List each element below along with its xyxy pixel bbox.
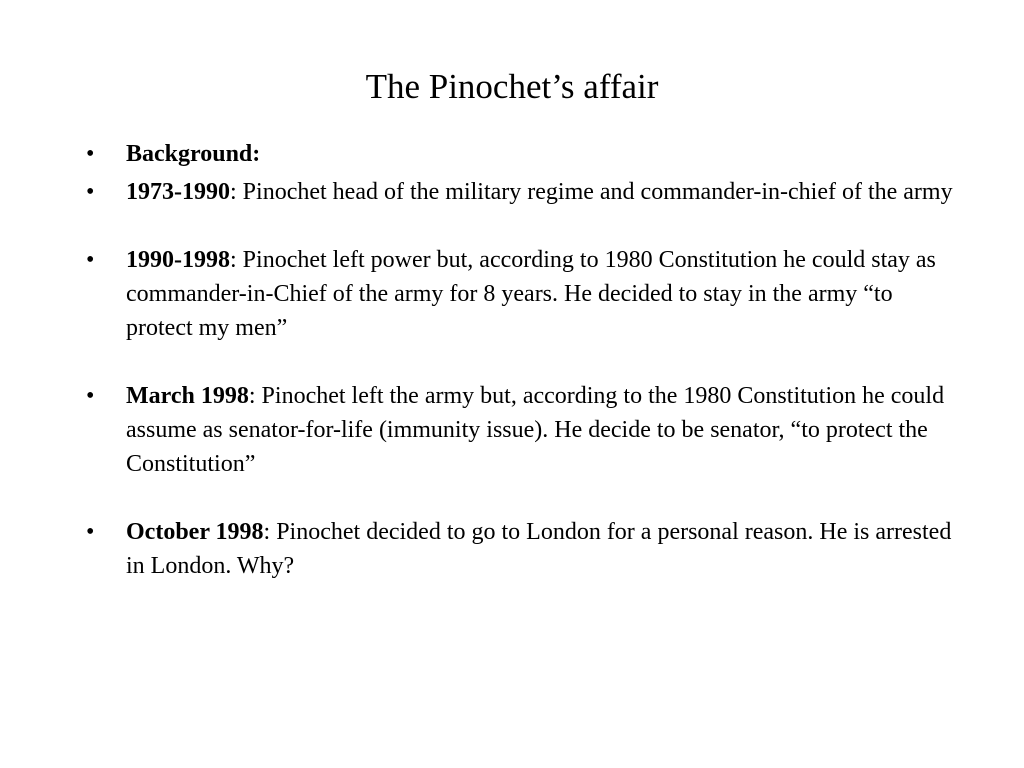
bullet-lead: Background: bbox=[126, 141, 261, 167]
bullet-separator: : bbox=[230, 179, 237, 205]
bullet-item-march-1998 bbox=[86, 379, 956, 481]
bullet-separator: : bbox=[230, 247, 237, 273]
bullet-list bbox=[86, 137, 956, 583]
bullet-icon: • bbox=[86, 383, 95, 409]
bullet-icon: • bbox=[86, 179, 95, 205]
bullet-item-background bbox=[86, 137, 956, 171]
bullet-icon: • bbox=[86, 519, 95, 545]
bullet-lead: March 1998 bbox=[126, 383, 249, 409]
bullet-item-1990-1998 bbox=[86, 243, 956, 345]
bullet-item-october-1998 bbox=[86, 515, 956, 583]
bullet-lead: October 1998 bbox=[126, 519, 264, 545]
bullet-lead: 1973-1990 bbox=[126, 179, 230, 205]
bullet-text: Pinochet left the army but, according to the 1980 Constitution he could assume as senator-for-life (immunity issue). He decide to be senator, “to protect the Constitution” bbox=[126, 383, 945, 477]
bullet-separator: : bbox=[248, 383, 256, 409]
bullet-lead: 1990-1998 bbox=[126, 247, 230, 273]
slide-title: The Pinochet’s affair bbox=[365, 67, 659, 106]
bullet-icon: • bbox=[86, 247, 95, 273]
bullet-item-1973-1990 bbox=[86, 175, 956, 209]
bullet-text: Pinochet decided to go to London for a personal reason. He is arrested in London. Why? bbox=[126, 519, 952, 579]
bullet-separator: : bbox=[263, 519, 271, 545]
bullet-text: Pinochet head of the military regime and commander-in-chief of the army bbox=[236, 179, 953, 205]
bullet-text: Pinochet left power but, according to 1980 Constitution he could stay as commander-in-Chief of the army for 8 years. He decided to stay in the army “to protect my men” bbox=[126, 247, 936, 341]
bullet-icon: • bbox=[86, 141, 95, 167]
